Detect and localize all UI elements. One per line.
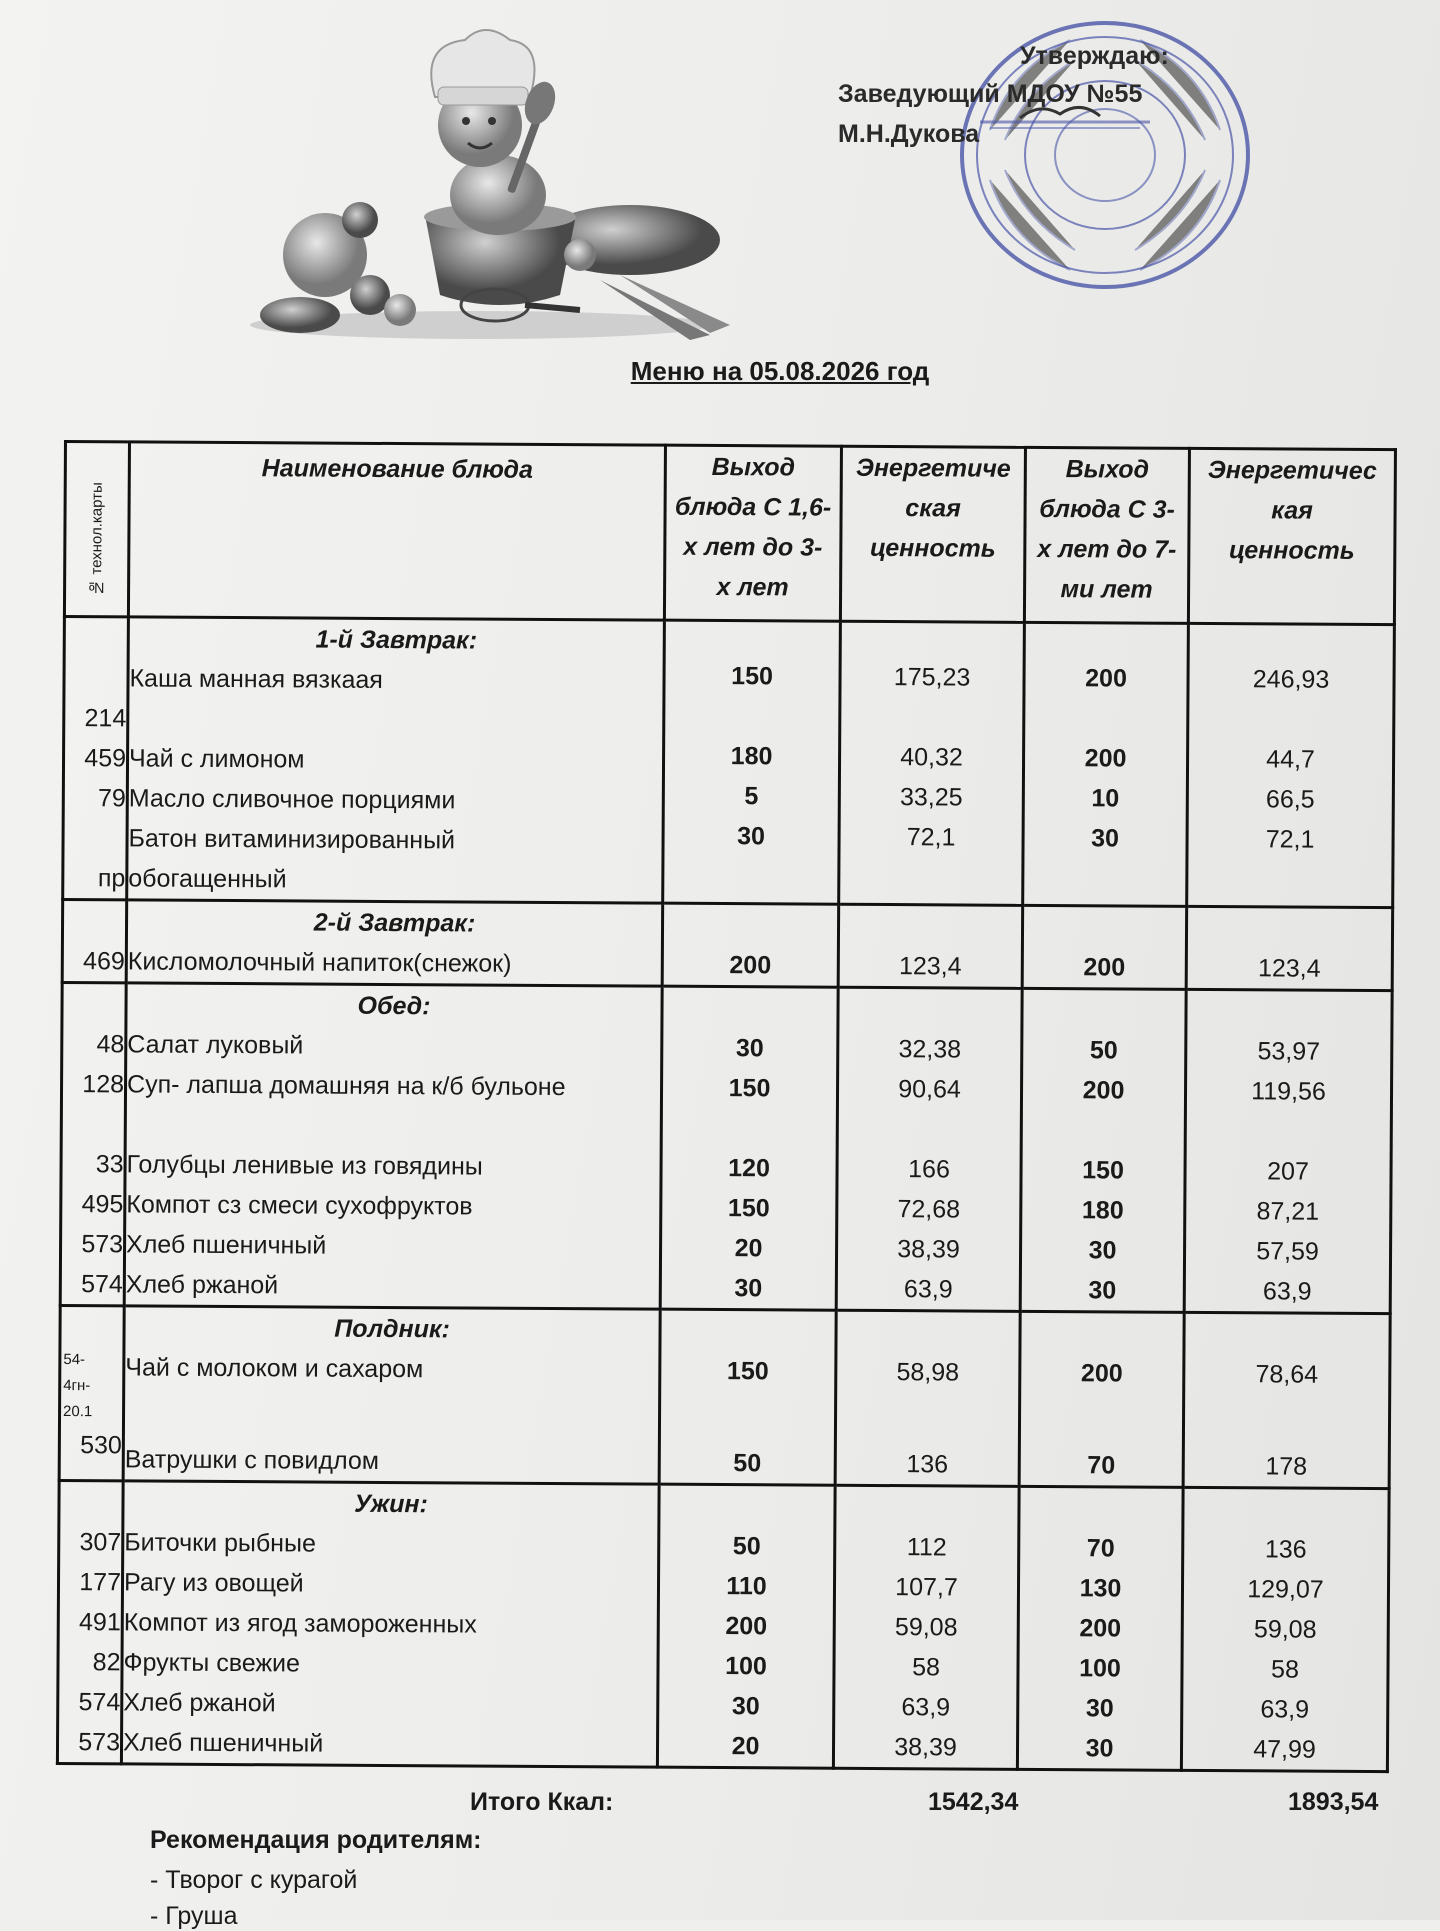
energy-value: 66,5: [1265, 785, 1315, 814]
energy-value: 58: [912, 1653, 941, 1682]
yield-value: 180: [1081, 1196, 1124, 1225]
energy-value: 44,7: [1266, 745, 1315, 774]
energy-value: [1187, 1111, 1390, 1152]
yield-value: 200: [1079, 1614, 1122, 1643]
dish-name: Голубцы ленивые из говядины: [126, 1150, 483, 1181]
yield-value: 30: [735, 1034, 764, 1063]
table-cell-text: [1185, 1314, 1388, 1355]
yield-value: [663, 988, 836, 1029]
energy-value: [1188, 908, 1391, 949]
energy-value: 53,97: [1257, 1037, 1321, 1066]
energy-value: 72,1: [1265, 825, 1315, 854]
energy-value: [839, 1109, 1020, 1150]
table-cell-text: Чай с молоком и сахаром: [125, 1353, 424, 1384]
dish-name: Чай с лимоном: [128, 744, 305, 774]
energy-value: [840, 857, 1021, 898]
energy-value: 175,23: [893, 663, 971, 692]
table-cell-text: Ватрушки с повидлом: [124, 1445, 380, 1475]
energy-value: 246,93: [1252, 665, 1330, 694]
yield-3-7-values: [1020, 988, 1186, 1312]
energy-1-values: [836, 987, 1022, 1311]
yield-value: [660, 1486, 833, 1527]
dish-name: Хлеб ржаной: [123, 1688, 276, 1718]
yield-1-6-3-values: [660, 986, 838, 1310]
table-cell-text: [1021, 1313, 1182, 1354]
yield-value: 30: [1088, 1276, 1117, 1305]
energy-2-values: [1187, 623, 1395, 907]
energy-value: 112: [906, 1533, 947, 1562]
yield-value: 150: [728, 1074, 771, 1103]
energy-value: 123,4: [1257, 954, 1321, 983]
yield-value: [1020, 1488, 1181, 1529]
yield-value: 30: [1085, 1694, 1114, 1723]
energy-value: 63,9: [903, 1275, 953, 1304]
dish-name: Суп- лапша домашняя на к/б бульоне: [126, 1070, 566, 1102]
tech-card-no: [66, 618, 127, 658]
tech-card-no: 573: [78, 1728, 121, 1757]
energy-1-values: [838, 904, 1023, 988]
yield-3-7-values: [1022, 905, 1187, 989]
yield-value: 10: [1091, 784, 1120, 813]
yield-value: 110: [726, 1572, 767, 1601]
tech-card-no: [63, 984, 124, 1024]
energy-value: 72,1: [906, 823, 956, 852]
yield-value: 30: [737, 822, 766, 851]
yield-3-7-values: [1023, 622, 1189, 906]
yield-value: 20: [731, 1732, 760, 1761]
tech-card-no: [64, 818, 125, 858]
energy-1-values: [839, 621, 1025, 905]
tech-card-no: 495: [81, 1190, 124, 1219]
yield-value: [1024, 858, 1185, 899]
tech-card-no: 54-: [63, 1351, 86, 1369]
section-title: 1-й Завтрак:: [315, 625, 478, 655]
dish-name: Компот из ягод замороженных: [123, 1608, 477, 1639]
section-title: Обед:: [357, 991, 431, 1021]
yield-value: [665, 696, 838, 737]
tech-card-no: 20.1: [63, 1403, 93, 1421]
table-cell-text: 78,64: [1255, 1360, 1319, 1389]
yield-1-6-3-values: [663, 620, 841, 904]
dish-name: Салат луковый: [127, 1030, 304, 1060]
energy-value: 63,9: [1260, 1695, 1310, 1724]
yield-value: 200: [729, 951, 772, 980]
yield-value: 100: [725, 1652, 767, 1681]
energy-value: 63,9: [1262, 1277, 1312, 1306]
yield-value: 50: [732, 1532, 761, 1561]
energy-2-values: [1184, 989, 1392, 1313]
yield-1-6-3-values: [659, 1309, 836, 1485]
yield-value: 100: [1079, 1654, 1121, 1683]
energy-value: [1189, 699, 1392, 740]
dish-names: [126, 900, 662, 986]
energy-value: [1187, 991, 1390, 1032]
tech-card-no: 530: [80, 1431, 122, 1460]
tech-card-no: 573: [81, 1230, 124, 1259]
dish-name: Фрукты свежие: [123, 1648, 301, 1678]
energy-value: 63,9: [901, 1693, 951, 1722]
tech-card-no: 491: [78, 1608, 121, 1637]
tech-card-no: 459: [84, 744, 127, 773]
recommendation-title: Рекомендация родителям:: [150, 1826, 482, 1854]
dish-name: Компот сз смеси сухофруктов: [126, 1190, 473, 1221]
energy-value: 59,08: [1253, 1615, 1317, 1644]
yield-value: 120: [728, 1154, 771, 1183]
yield-value: 200: [1082, 1076, 1125, 1105]
tech-card-no: 574: [78, 1688, 121, 1717]
yield-value: 30: [1088, 1236, 1117, 1265]
table-cell-text: [837, 1312, 1018, 1353]
recommendation-item: - Груша: [150, 1902, 238, 1930]
approval-position: Заведующий МДОУ №55: [838, 80, 1143, 108]
energy-value: 47,99: [1253, 1735, 1316, 1764]
yield-value: 150: [727, 1194, 770, 1223]
energy-value: 119,56: [1251, 1077, 1326, 1106]
table-cell-text: [61, 1307, 122, 1347]
energy-1-values: [833, 1485, 1019, 1769]
energy-value: 58: [1271, 1655, 1300, 1684]
yield-value: 5: [744, 782, 759, 811]
yield-value: 30: [734, 1274, 763, 1303]
energy-value: 59,08: [894, 1613, 958, 1642]
section-title: Ужин:: [354, 1489, 428, 1519]
yield-value: [664, 856, 837, 897]
energy-value: [1184, 1489, 1387, 1530]
energy-value: 87,21: [1256, 1197, 1320, 1226]
table-cell-text: 58,98: [896, 1358, 960, 1387]
tech-card-numbers: [57, 1480, 123, 1763]
energy-value: [836, 1487, 1017, 1528]
table-cell-text: 200: [1080, 1359, 1123, 1388]
energy-1-values: [835, 1310, 1020, 1486]
yield-value: 50: [1089, 1036, 1118, 1065]
yield-value: [1023, 1110, 1184, 1151]
energy-value: 123,4: [898, 952, 962, 981]
energy-value: 136: [1264, 1535, 1307, 1564]
energy-value: [1188, 859, 1391, 900]
meal-section-row: [59, 1305, 1390, 1488]
header-energy-2: Энергетичес кая ценность: [1188, 448, 1395, 624]
energy-value: 166: [908, 1155, 951, 1184]
dish-name: Хлеб пшеничный: [126, 1230, 327, 1260]
table-header-row: [64, 442, 1395, 625]
energy-2-values: [1183, 1312, 1390, 1488]
energy-value: 32,38: [898, 1035, 962, 1064]
tech-card-no: 469: [83, 947, 125, 976]
dish-names: [124, 983, 662, 1309]
yield-value: 200: [1084, 744, 1127, 773]
energy-value: 72,68: [897, 1195, 961, 1224]
yield-value: [1025, 698, 1186, 739]
yield-value: 30: [731, 1692, 760, 1721]
yield-value: 150: [1082, 1156, 1125, 1185]
energy-2-values: [1181, 1487, 1389, 1771]
dish-names: [121, 1481, 659, 1767]
energy-value: [840, 906, 1021, 947]
tech-card-no: [60, 1482, 121, 1522]
dish-name: [127, 1104, 660, 1147]
yield-value: 20: [734, 1234, 763, 1263]
dish-name: Хлеб ржаной: [125, 1270, 279, 1300]
dish-names: [123, 1306, 660, 1484]
meal-section-row: [62, 900, 1392, 991]
yield-value: 30: [1085, 1734, 1114, 1763]
yield-value: [1023, 990, 1184, 1031]
yield-3-7-values: [1019, 1311, 1184, 1487]
tech-card-no: [63, 1104, 124, 1144]
table-cell-text: 150: [726, 1357, 769, 1386]
energy-value: 129,07: [1247, 1575, 1324, 1604]
menu-title: Меню на 05.08.2026 год: [630, 356, 930, 386]
tech-card-numbers: [62, 900, 127, 983]
approval-title: Утверждаю:: [1020, 42, 1169, 70]
dish-name: Рагу из овощей: [123, 1568, 304, 1598]
total-kcal-3-7: 1893,54: [1288, 1788, 1379, 1816]
recommendation-item: - Творог с курагой: [150, 1866, 358, 1894]
section-title: Полдник:: [334, 1314, 450, 1344]
yield-value: 180: [730, 742, 773, 771]
header-dish-name: Наименование блюда: [128, 442, 665, 620]
dish-name: Хлеб пшеничный: [122, 1728, 324, 1758]
tech-card-no: 177: [79, 1568, 122, 1597]
energy-value: [839, 989, 1020, 1030]
tech-card-no: 307: [79, 1528, 122, 1557]
dish-name: [129, 698, 662, 741]
tech-card-numbers: [60, 982, 126, 1305]
tech-card-no: [65, 658, 126, 698]
dish-name: обогащенный: [128, 864, 287, 894]
menu-table: [56, 440, 1397, 1773]
table-cell-text: 50: [733, 1449, 762, 1478]
dish-name: Масло сливочное порциями: [128, 784, 456, 815]
dish-name: Каша манная вязкаая: [129, 664, 383, 694]
tech-card-no: 4гн-: [63, 1377, 91, 1395]
meal-section-row: [60, 982, 1392, 1313]
energy-value: 107,7: [895, 1573, 958, 1602]
header-yield-3-7: Выход блюда С 3- х лет до 7- ми лет: [1024, 447, 1189, 623]
energy-value: 40,32: [900, 743, 963, 772]
yield-value: 150: [731, 662, 774, 691]
chef-baby-illustration: [240, 25, 740, 355]
energy-value: 38,39: [897, 1235, 960, 1264]
energy-value: 33,25: [899, 783, 963, 812]
total-kcal-1-6-3: 1542,34: [928, 1788, 1019, 1816]
table-cell-text: 178: [1265, 1452, 1308, 1481]
dish-name: Биточки рыбные: [124, 1528, 316, 1558]
header-tech-card-no: № технол.карты: [64, 442, 129, 617]
energy-value: 57,59: [1256, 1237, 1319, 1266]
meal-section-row: [63, 617, 1395, 908]
energy-2-values: [1186, 906, 1393, 990]
header-energy-1: Энергетиче ская ценность: [840, 446, 1025, 622]
yield-1-6-3-values: [662, 903, 839, 987]
tech-card-no: пр: [97, 864, 126, 893]
tech-card-no: 574: [81, 1270, 123, 1299]
yield-value: 70: [1086, 1534, 1115, 1563]
dish-name: Кисломолочный напиток(снежок): [127, 947, 512, 978]
tech-card-no: 214: [84, 704, 127, 733]
energy-value: 90,64: [898, 1075, 961, 1104]
energy-value: [841, 697, 1022, 738]
tech-card-no: 82: [92, 1648, 121, 1677]
yield-value: 130: [1079, 1574, 1122, 1603]
energy-value: 207: [1267, 1157, 1309, 1186]
yield-1-6-3-values: [657, 1484, 835, 1768]
dish-names: [127, 617, 665, 903]
section-title: 2-й Завтрак:: [313, 908, 476, 938]
energy-value: 38,39: [894, 1733, 957, 1762]
tech-card-no: 79: [97, 784, 126, 813]
approval-signatory: М.Н.Дукова: [838, 120, 980, 148]
tech-card-no: [64, 901, 125, 941]
tech-card-no: 33: [95, 1150, 124, 1179]
table-cell-text: [661, 1311, 834, 1352]
total-label: Итого Ккал:: [470, 1788, 614, 1816]
yield-value: [664, 905, 837, 946]
tech-card-no: 128: [82, 1070, 125, 1099]
yield-value: [663, 1108, 836, 1149]
dish-name: Батон витаминизированный: [128, 824, 456, 855]
tech-card-numbers: [63, 617, 129, 900]
yield-value: 200: [1085, 664, 1128, 693]
meal-section-row: [57, 1480, 1389, 1771]
tech-card-numbers: [59, 1305, 124, 1480]
header-yield-1-6-3: Выход блюда С 1,6- х лет до 3- х лет: [664, 445, 841, 621]
yield-3-7-values: [1017, 1486, 1183, 1770]
yield-value: 200: [1083, 953, 1126, 982]
yield-value: 30: [1091, 824, 1120, 853]
tech-card-no: 48: [96, 1030, 125, 1059]
table-cell-text: 136: [906, 1450, 949, 1479]
table-cell-text: 70: [1087, 1451, 1116, 1480]
yield-value: [1024, 907, 1185, 948]
yield-value: 200: [725, 1612, 768, 1641]
